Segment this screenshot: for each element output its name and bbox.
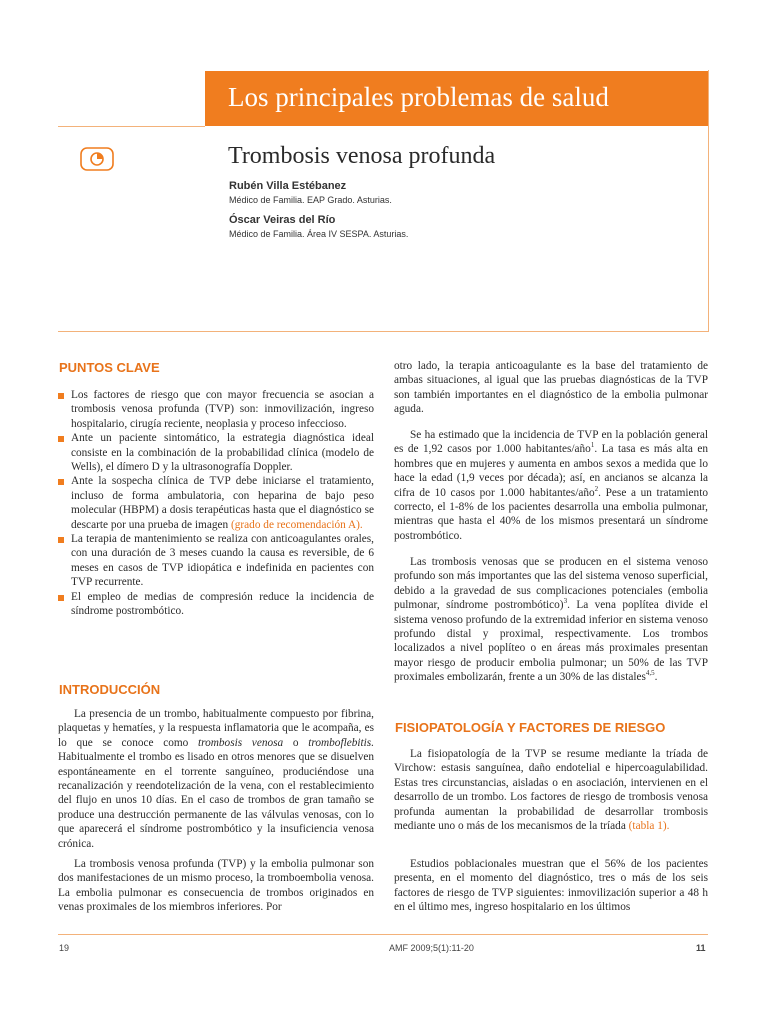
body-paragraph: Se ha estimado que la incidencia de TVP en la población general es de 1,92 casos por 1.000 habitantes/año$^1$. La tasa es más alta en hombres que en mujeres y aumenta en ambos sexos a medida que lo hace la edad (1,9 veces por década); así, en ancianos se alcanza la cifra de 10 casos por 1.000 habitantes/año$^2$. Pese a un tratamiento correcto, el 1-8% de los pacientes desarrolla una embolia pulmonar, mientras que hasta el 40% de los mismos presentará un síndrome postrombótico. [394, 429, 708, 542]
author-affiliation: Médico de Familia. EAP Grado. Asturias. [229, 195, 392, 205]
header-rule-right [708, 70, 709, 332]
author-affiliation: Médico de Familia. Área IV SESPA. Asturias. [229, 229, 409, 239]
author-name: Rubén Villa Estébanez [229, 180, 347, 192]
body-paragraph: Estudios poblacionales muestran que el 56% de los pacientes presenta, en el momento del diagnóstico, tres o más de los seis factores de riesgo de TVP siguientes: inmovilización superior a 48 h en el último mes, ingreso hospitalario en los últimos [394, 858, 708, 914]
header-rule-bottom [58, 331, 708, 332]
bullet-square-icon [58, 479, 64, 485]
fisiopatologia-heading: FISIOPATOLOGÍA Y FACTORES DE RIESGO [395, 720, 666, 735]
recommendation-grade: (grado de recomendación A). [230, 518, 363, 531]
body-paragraph: La fisiopatología de la TVP se resume mediante la tríada de Virchow: estasis sanguínea, daño endotelial e hipercoagulabilidad. Estas tres circunstancias, aisladas o en asociación, intervienen en el desarrollo de un trombo. Los factores de riesgo de trombosis venosa profunda aumentan la probabilidad de desarrollar trombosis mediante uno o más de los mecanismos de la tríada (tabla 1). [394, 748, 708, 833]
intro-paragraph: La trombosis venosa profunda (TVP) y la embolia pulmonar son dos manifestaciones de un mismo proceso, la tromboembolia venosa. La embolia pulmonar es consecuencia de trombos originados en venas proximales de los miembros inferiores. Por [58, 858, 374, 914]
table-reference-link[interactable]: (tabla 1). [628, 820, 670, 833]
puntos-clave-heading: PUNTOS CLAVE [59, 360, 160, 375]
author-name: Óscar Veiras del Río [229, 214, 336, 226]
page-number-left: 19 [59, 943, 70, 953]
clock-icon [80, 147, 114, 171]
key-point-item: Ante un paciente sintomático, la estrategia diagnóstica ideal consiste en la combinación de la probabilidad clínica (modelo de Wells), el dímero D y la ultrasonografía Doppler. [58, 431, 374, 474]
key-point-item: La terapia de mantenimiento se realiza con anticoagulantes orales, con una duración de 3 meses cuando la causa es reversible, de 6 meses en casos de TVP idiopática e indefinida en pacientes con TVP recurrente. [58, 532, 374, 590]
footer-rule [58, 934, 708, 935]
introduccion-heading: INTRODUCCIÓN [59, 682, 161, 697]
key-point-item: Los factores de riesgo que con mayor frecuencia se asocian a trombosis venosa profunda (TVP) son: inmovilización, ingreso hospitalario, cirugía reciente, neoplasia y proceso infeccioso. [58, 388, 374, 431]
journal-citation: AMF 2009;5(1):11-20 [389, 943, 474, 953]
bullet-square-icon [58, 393, 64, 399]
page-number-right: 11 [696, 943, 706, 953]
body-paragraph: otro lado, la terapia anticoagulante es la base del tratamiento de ambas situaciones, al igual que las pruebas diagnósticas de la TVP son también importantes en el diagnóstico de la embolia pulmonar aguda. [394, 360, 708, 416]
bullet-square-icon [58, 595, 64, 601]
section-banner [205, 71, 708, 126]
article-title: Trombosis venosa profunda [228, 143, 496, 169]
bullet-square-icon [58, 436, 64, 442]
section-title: Los principales problemas de salud [228, 82, 609, 112]
body-paragraph: Las trombosis venosas que se producen en el sistema venoso profundo son más importantes que las del sistema venoso superficial, debido a la gravedad de sus complicaciones potenciales (embolia pulmonar, síndrome postrombótico)$^3$. La vena poplítea divide el sistema venoso profundo de la extremidad inferior en sistema venoso profundo distal y proximal, respectivamente. Los trombos localizados a nivel poplíteo o en áreas más proximales presentan mayor riesgo de producir embolia pulmonar; un 50% de las TVP proximales embolizarán, frente a un 30% de las distales$^{4,5}$. [394, 556, 708, 684]
intro-paragraph: La presencia de un trombo, habitualmente compuesto por fibrina, plaquetas y hematíes, y la respuesta inflamatoria que le acompaña, es lo que se conoce como trombosis venosa o tromboflebitis. Habitualmente el trombo es lisado en otros menores que se disuelven espontáneamente en el torrente sanguíneo, produciéndose una recanalización y reendotelización de la vena, con el restablecimiento del flujo en unos 10 días. En el caso de trombos de gran tamaño se produce una destrucción permanente de las válvulas venosas, con lo que aparecerá el síndrome postrombótico y la insuficiencia venosa crónica. [58, 708, 375, 850]
key-point-item: Ante la sospecha clínica de TVP debe iniciarse el tratamiento, incluso de forma ambulatoria, con heparina de bajo peso molecular (HBPM) a dosis terapéuticas hasta que el diagnóstico se descarte por una prueba de imagen (grado de recomendación A). [58, 474, 374, 532]
key-points-list [58, 388, 374, 619]
header-rule-left [58, 126, 205, 127]
bullet-square-icon [58, 537, 64, 543]
key-point-item: El empleo de medias de compresión reduce la incidencia de síndrome postrombótico. [58, 590, 374, 619]
